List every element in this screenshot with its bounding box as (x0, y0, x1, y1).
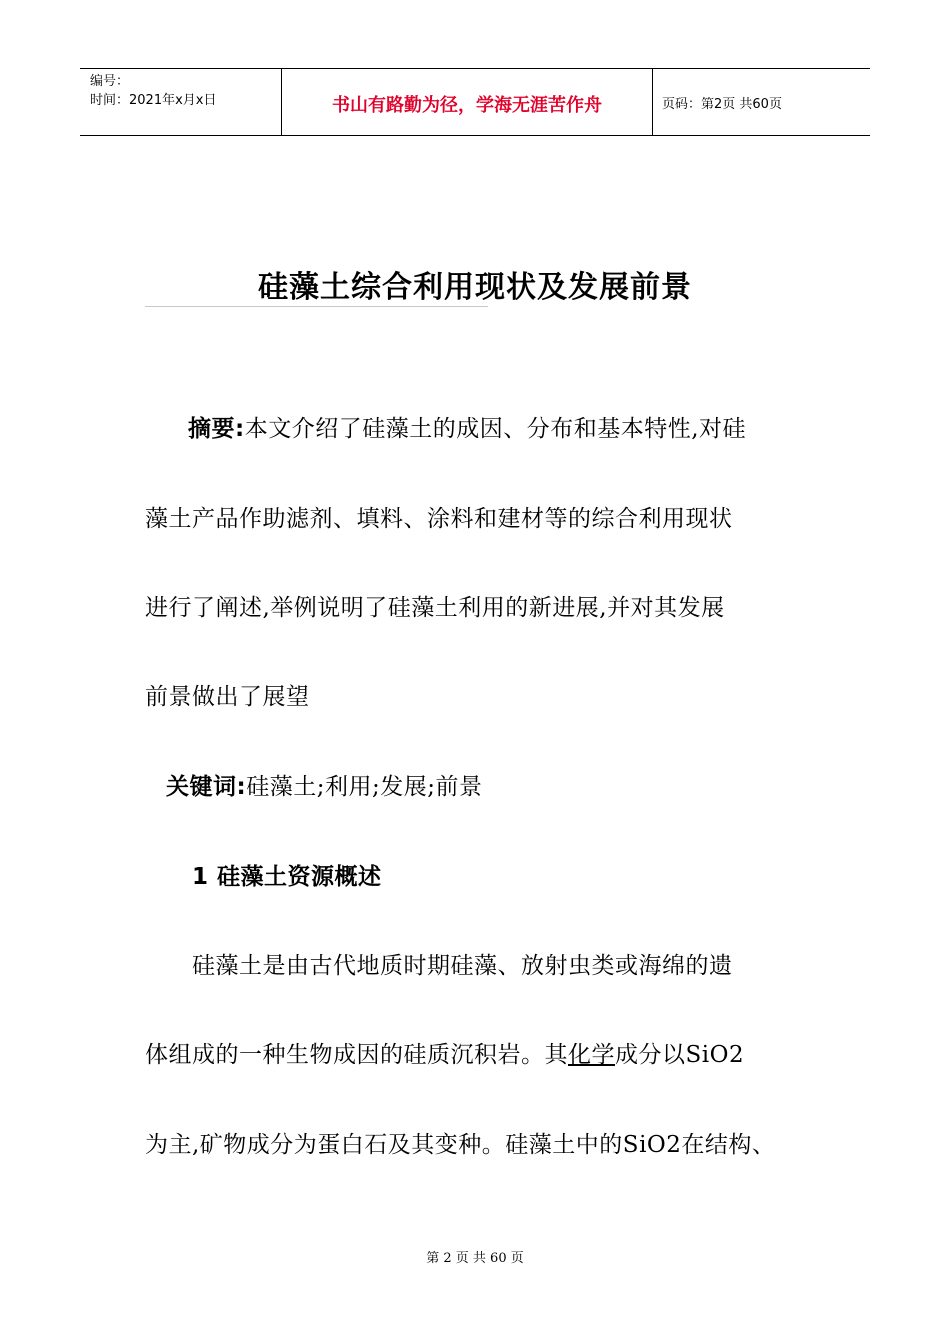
section-1-line-2 (145, 1036, 744, 1069)
title-underline (145, 306, 488, 307)
keywords-text: 硅藻土;利用;发展;前景 (246, 774, 483, 800)
abstract-line-3: 进行了阐述,举例说明了硅藻土利用的新进展,并对其发展 (145, 595, 725, 621)
document-title: 硅藻土综合利用现状及发展前景 (258, 270, 692, 305)
keywords-line (166, 768, 482, 801)
section-1-line-1: 硅藻土是由古代地质时期硅藻、放射虫类或海绵的遗 (192, 953, 733, 979)
page-footer: 第 2 页 共 60 页 (426, 1251, 524, 1266)
number-label: 编号： (90, 74, 130, 89)
abstract-line-2: 藻土产品作助滤剂、填料、涂料和建材等的综合利用现状 (145, 506, 733, 532)
chemistry-link[interactable]: 化学 (568, 1042, 615, 1068)
section-1-line-2-a: 体组成的一种生物成因的硅质沉积岩。其 (145, 1042, 568, 1068)
section-1-heading: 1 硅藻土资源概述 (192, 864, 382, 890)
header-motto: 书山有路勤为径，学海无涯苦作舟 (282, 69, 653, 135)
abstract-label: 摘要: (188, 416, 245, 442)
page-header (80, 68, 870, 136)
section-1-line-2-b: 成分以SiO2 (615, 1042, 745, 1068)
section-1-line-3: 为主,矿物成分为蛋白石及其变种。硅藻土中的SiO2在结构、 (145, 1132, 776, 1158)
abstract-line-4: 前景做出了展望 (145, 684, 310, 710)
header-page-info: 页码：第2页 共60页 (662, 97, 782, 112)
abstract-line-1 (188, 410, 746, 443)
time-label: 时间：2021年x月x日 (90, 93, 217, 108)
header-meta (80, 69, 282, 135)
keywords-label: 关键词: (166, 774, 247, 800)
abstract-text-1: 本文介绍了硅藻土的成因、分布和基本特性,对硅 (244, 416, 747, 442)
